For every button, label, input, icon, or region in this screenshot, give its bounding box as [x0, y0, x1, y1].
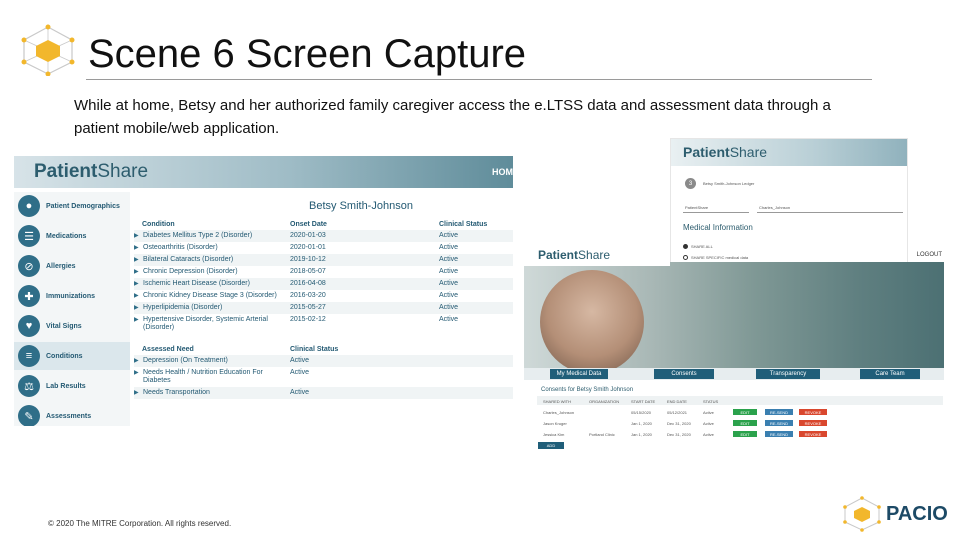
expand-arrow-icon: ▶: [134, 281, 139, 287]
col-header-need-status: Clinical Status: [290, 346, 339, 353]
edit-button[interactable]: EDIT: [733, 431, 757, 437]
resend-button[interactable]: RE-SEND: [765, 431, 793, 437]
recipient-select[interactable]: PatientShare: [685, 205, 709, 210]
nav-consents[interactable]: Consents: [654, 369, 714, 379]
consents-table: [537, 386, 943, 450]
expand-arrow-icon: ▶: [134, 370, 139, 376]
col-header-assessed-need: Assessed Need: [142, 346, 194, 353]
section-medical-info: Medical Information: [683, 223, 753, 232]
option-share-all: SHARE ALL: [691, 244, 713, 249]
add-consent-button[interactable]: ADD: [538, 442, 564, 449]
syringe-icon: ✚: [18, 285, 40, 307]
title-divider: [86, 79, 872, 80]
col-header-condition: Condition: [142, 221, 175, 228]
nav-transparency[interactable]: Transparency: [756, 369, 820, 379]
consents-title: Consents for Betsy Smith Johnson: [541, 387, 634, 393]
expand-arrow-icon: ▶: [134, 358, 139, 364]
table-row[interactable]: ▶ Needs Transportation Active: [134, 387, 513, 399]
step-badge: 3: [685, 178, 696, 189]
conditions-panel: [134, 192, 513, 426]
table-row[interactable]: ▶ Hypertensive Disorder, Systemic Arterial (Disorder) 2015-02-12 Active: [134, 316, 459, 331]
sidebar-item-medications[interactable]: ☰ Medications: [14, 222, 130, 250]
option-share-specific: SHARE SPECIFIC medical data: [691, 255, 749, 260]
expand-arrow-icon: ▶: [134, 390, 139, 396]
table-row[interactable]: ▶ Needs Health / Nutrition Education For Diabetes Active: [134, 369, 310, 384]
sidebar-item-assessments[interactable]: ✎ Assessments: [14, 402, 130, 426]
table-row[interactable]: ▶ Chronic Depression (Disorder) 2018-05-07 Active: [134, 268, 459, 275]
app-header: [14, 156, 513, 188]
caregiver-select[interactable]: Charles_Johnson: [759, 205, 791, 210]
lab-icon: ⚖: [18, 375, 40, 397]
col-header-status: Clinical Status: [439, 221, 488, 228]
consents-header-row: SHARED WITH ORGANIZATION START DATE END DATE STATUS: [537, 396, 943, 405]
revoke-button[interactable]: REVOKE: [799, 420, 827, 426]
table-row[interactable]: ▶ Osteoarthritis (Disorder) 2020-01-01 Active: [134, 244, 459, 251]
sidebar-item-lab-results[interactable]: ⚖ Lab Results: [14, 372, 130, 400]
expand-arrow-icon: ▶: [134, 233, 139, 239]
table-row[interactable]: ▶ Ischemic Heart Disease (Disorder) 2016-04-08 Active: [134, 278, 513, 290]
heart-icon: ♥: [18, 315, 40, 337]
sidebar-item-conditions[interactable]: ≡ Conditions: [14, 342, 130, 370]
table-row: Charles_Johnson 05/15/2020 05/12/2021 Active EDIT RE-SEND REVOKE: [537, 408, 837, 417]
sidebar-item-vital-signs[interactable]: ♥ Vital Signs: [14, 312, 130, 340]
copyright-text: © 2020 The MITRE Corporation. All rights reserved.: [48, 519, 232, 528]
patient-name: Betsy Smith-Johnson: [309, 200, 413, 212]
edit-button[interactable]: EDIT: [733, 420, 757, 426]
table-row[interactable]: ▶ Chronic Kidney Disease Stage 3 (Disorder) 2016-03-20 Active: [134, 292, 459, 299]
revoke-button[interactable]: REVOKE: [799, 431, 827, 437]
smiling-woman-photo: [540, 270, 644, 374]
resend-button[interactable]: RE-SEND: [765, 420, 793, 426]
list-icon: ≡: [18, 345, 40, 367]
pacio-logo-icon: [842, 496, 882, 532]
table-row[interactable]: ▶ Diabetes Mellitus Type 2 (Disorder) 2020-01-03 Active: [134, 230, 513, 242]
sidebar-item-demographics[interactable]: ● Patient Demographics: [14, 192, 130, 220]
expand-arrow-icon: ▶: [134, 293, 139, 299]
patientshare-logo: PatientShare: [34, 161, 149, 182]
consent-app-header: [671, 139, 908, 166]
assessment-icon: ✎: [18, 405, 40, 426]
resend-button[interactable]: RE-SEND: [765, 409, 793, 415]
step-text: Betsy Smith-Johnson Ledger: [703, 181, 755, 186]
col-header-onset: Onset Date: [290, 221, 327, 228]
table-row[interactable]: ▶ Hyperlipidemia (Disorder) 2015-05-27 Active: [134, 302, 513, 314]
pacio-wordmark: PACIO: [886, 503, 948, 525]
table-row[interactable]: ▶ Bilateral Cataracts (Disorder) 2019-10-12 Active: [134, 254, 513, 266]
home-header: [524, 240, 670, 266]
expand-arrow-icon: ▶: [134, 305, 139, 311]
expand-arrow-icon: ▶: [134, 245, 139, 251]
logout-link[interactable]: LOGOUT: [916, 252, 942, 258]
recipient-underline: [683, 212, 749, 213]
sidebar: [14, 192, 130, 426]
patientshare-logo: PatientShare: [538, 248, 611, 262]
sidebar-item-immunizations[interactable]: ✚ Immunizations: [14, 282, 130, 310]
person-icon: ●: [18, 195, 40, 217]
edit-button[interactable]: EDIT: [733, 409, 757, 415]
sidebar-item-allergies[interactable]: ⊘ Allergies: [14, 252, 130, 280]
expand-arrow-icon: ▶: [134, 269, 139, 275]
nav-care-team[interactable]: Care Team: [860, 369, 920, 379]
patientshare-home-screen: [524, 240, 944, 380]
medication-icon: ☰: [18, 225, 40, 247]
pacio-hexagon-logo-icon: [18, 24, 78, 76]
main-nav: [524, 368, 944, 380]
caregiver-underline: [757, 212, 903, 213]
expand-arrow-icon: ▶: [134, 257, 139, 263]
table-row: Jessica Kim Portland Clinic Jan 1, 2020 Dec 31, 2020 Active EDIT RE-SEND REVOKE: [537, 430, 837, 439]
slide-subtitle: While at home, Betsy and her authorized family caregiver access the e.LTSS data and assessment data through a patient mobile/web application.: [74, 97, 831, 137]
allergy-icon: ⊘: [18, 255, 40, 277]
patientshare-logo: PatientShare: [683, 144, 768, 160]
table-row[interactable]: ▶ Depression (On Treatment) Active: [134, 355, 513, 367]
expand-arrow-icon: ▶: [134, 317, 139, 323]
slide-title: Scene 6 Screen Capture: [88, 32, 527, 76]
patientshare-conditions-screen: [14, 156, 513, 426]
table-row: Jason Kruger Jan 1, 2020 Dec 31, 2020 Active EDIT RE-SEND REVOKE: [537, 419, 837, 428]
nav-my-medical-data[interactable]: My Medical Data: [550, 369, 608, 379]
nav-home-link[interactable]: HOM: [492, 167, 513, 177]
revoke-button[interactable]: REVOKE: [799, 409, 827, 415]
